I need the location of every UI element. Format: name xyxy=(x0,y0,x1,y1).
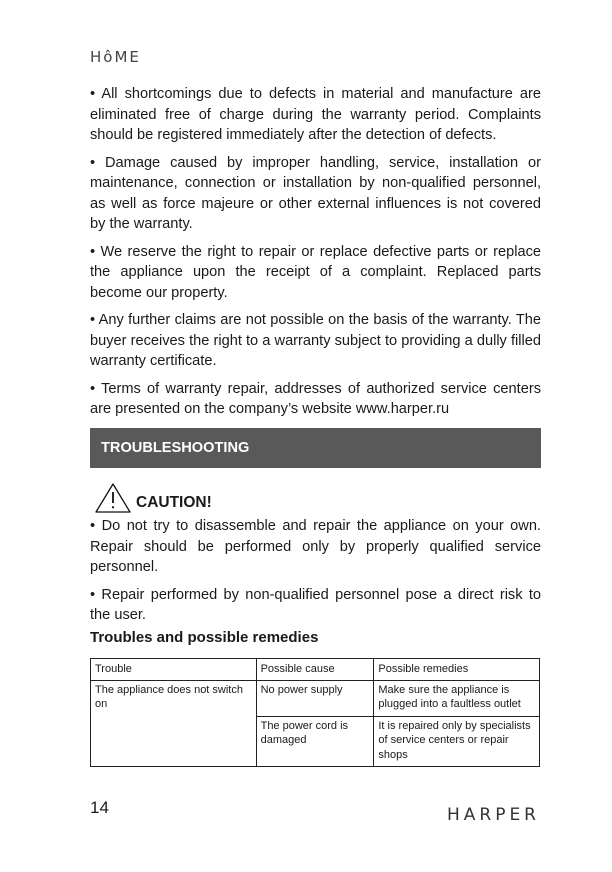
troubleshooting-table xyxy=(90,658,540,767)
column-header: Trouble xyxy=(91,659,257,681)
harper-logo: HARPER xyxy=(446,805,540,825)
table-header-row xyxy=(91,659,540,681)
caution-item: • Do not try to disassemble and repair the appliance on your own. Repair should be performed only by properly qualified service personnel. xyxy=(90,518,541,575)
caution-heading xyxy=(94,480,212,514)
table-row xyxy=(91,680,540,716)
warranty-paragraph: • Any further claims are not possible on the basis of the warranty. The buyer receives the right to a warranty subject to providing a dully filled warranty certificate. xyxy=(90,312,541,369)
cause-cell: The power cord is damaged xyxy=(256,716,374,767)
troubleshooting-heading: TROUBLESHOOTING xyxy=(90,428,541,468)
warranty-paragraph: • Damage caused by improper handling, service, installation or maintenance, connection or installation by non-qualified personnel, as well as force majeure or other external influences is not covered by the warranty. xyxy=(90,154,541,232)
caution-text xyxy=(90,516,541,633)
remedy-cell: Make sure the appliance is plugged into a faultless outlet xyxy=(374,680,540,716)
warranty-terms xyxy=(90,84,541,427)
trouble-cell: The appliance does not switch on xyxy=(91,680,257,767)
caution-item: • Repair performed by non-qualified personnel pose a direct risk to the user. xyxy=(90,586,541,623)
page-number: 14 xyxy=(90,798,109,817)
warning-triangle-icon xyxy=(94,482,132,514)
column-header: Possible remedies xyxy=(374,659,540,681)
column-header: Possible cause xyxy=(256,659,374,681)
table-title: Troubles and possible remedies xyxy=(90,629,319,646)
cause-cell: No power supply xyxy=(256,680,374,716)
warranty-paragraph: • Terms of warranty repair, addresses of authorized service centers are presented on the company’s website www.harper.ru xyxy=(90,380,541,417)
caution-label: CAUTION! xyxy=(136,494,212,511)
warranty-paragraph: • All shortcomings due to defects in material and manufacture are eliminated free of charge during the warranty period. Complaints should be registered immediately after the detection of defects. xyxy=(90,86,541,143)
remedy-cell: It is repaired only by specialists of service centers or repair shops xyxy=(374,716,540,767)
home-logo: HôME xyxy=(90,48,141,66)
warranty-paragraph: • We reserve the right to repair or replace defective parts or replace the appliance upon the receipt of a complaint. Replaced parts become our property. xyxy=(90,243,541,301)
